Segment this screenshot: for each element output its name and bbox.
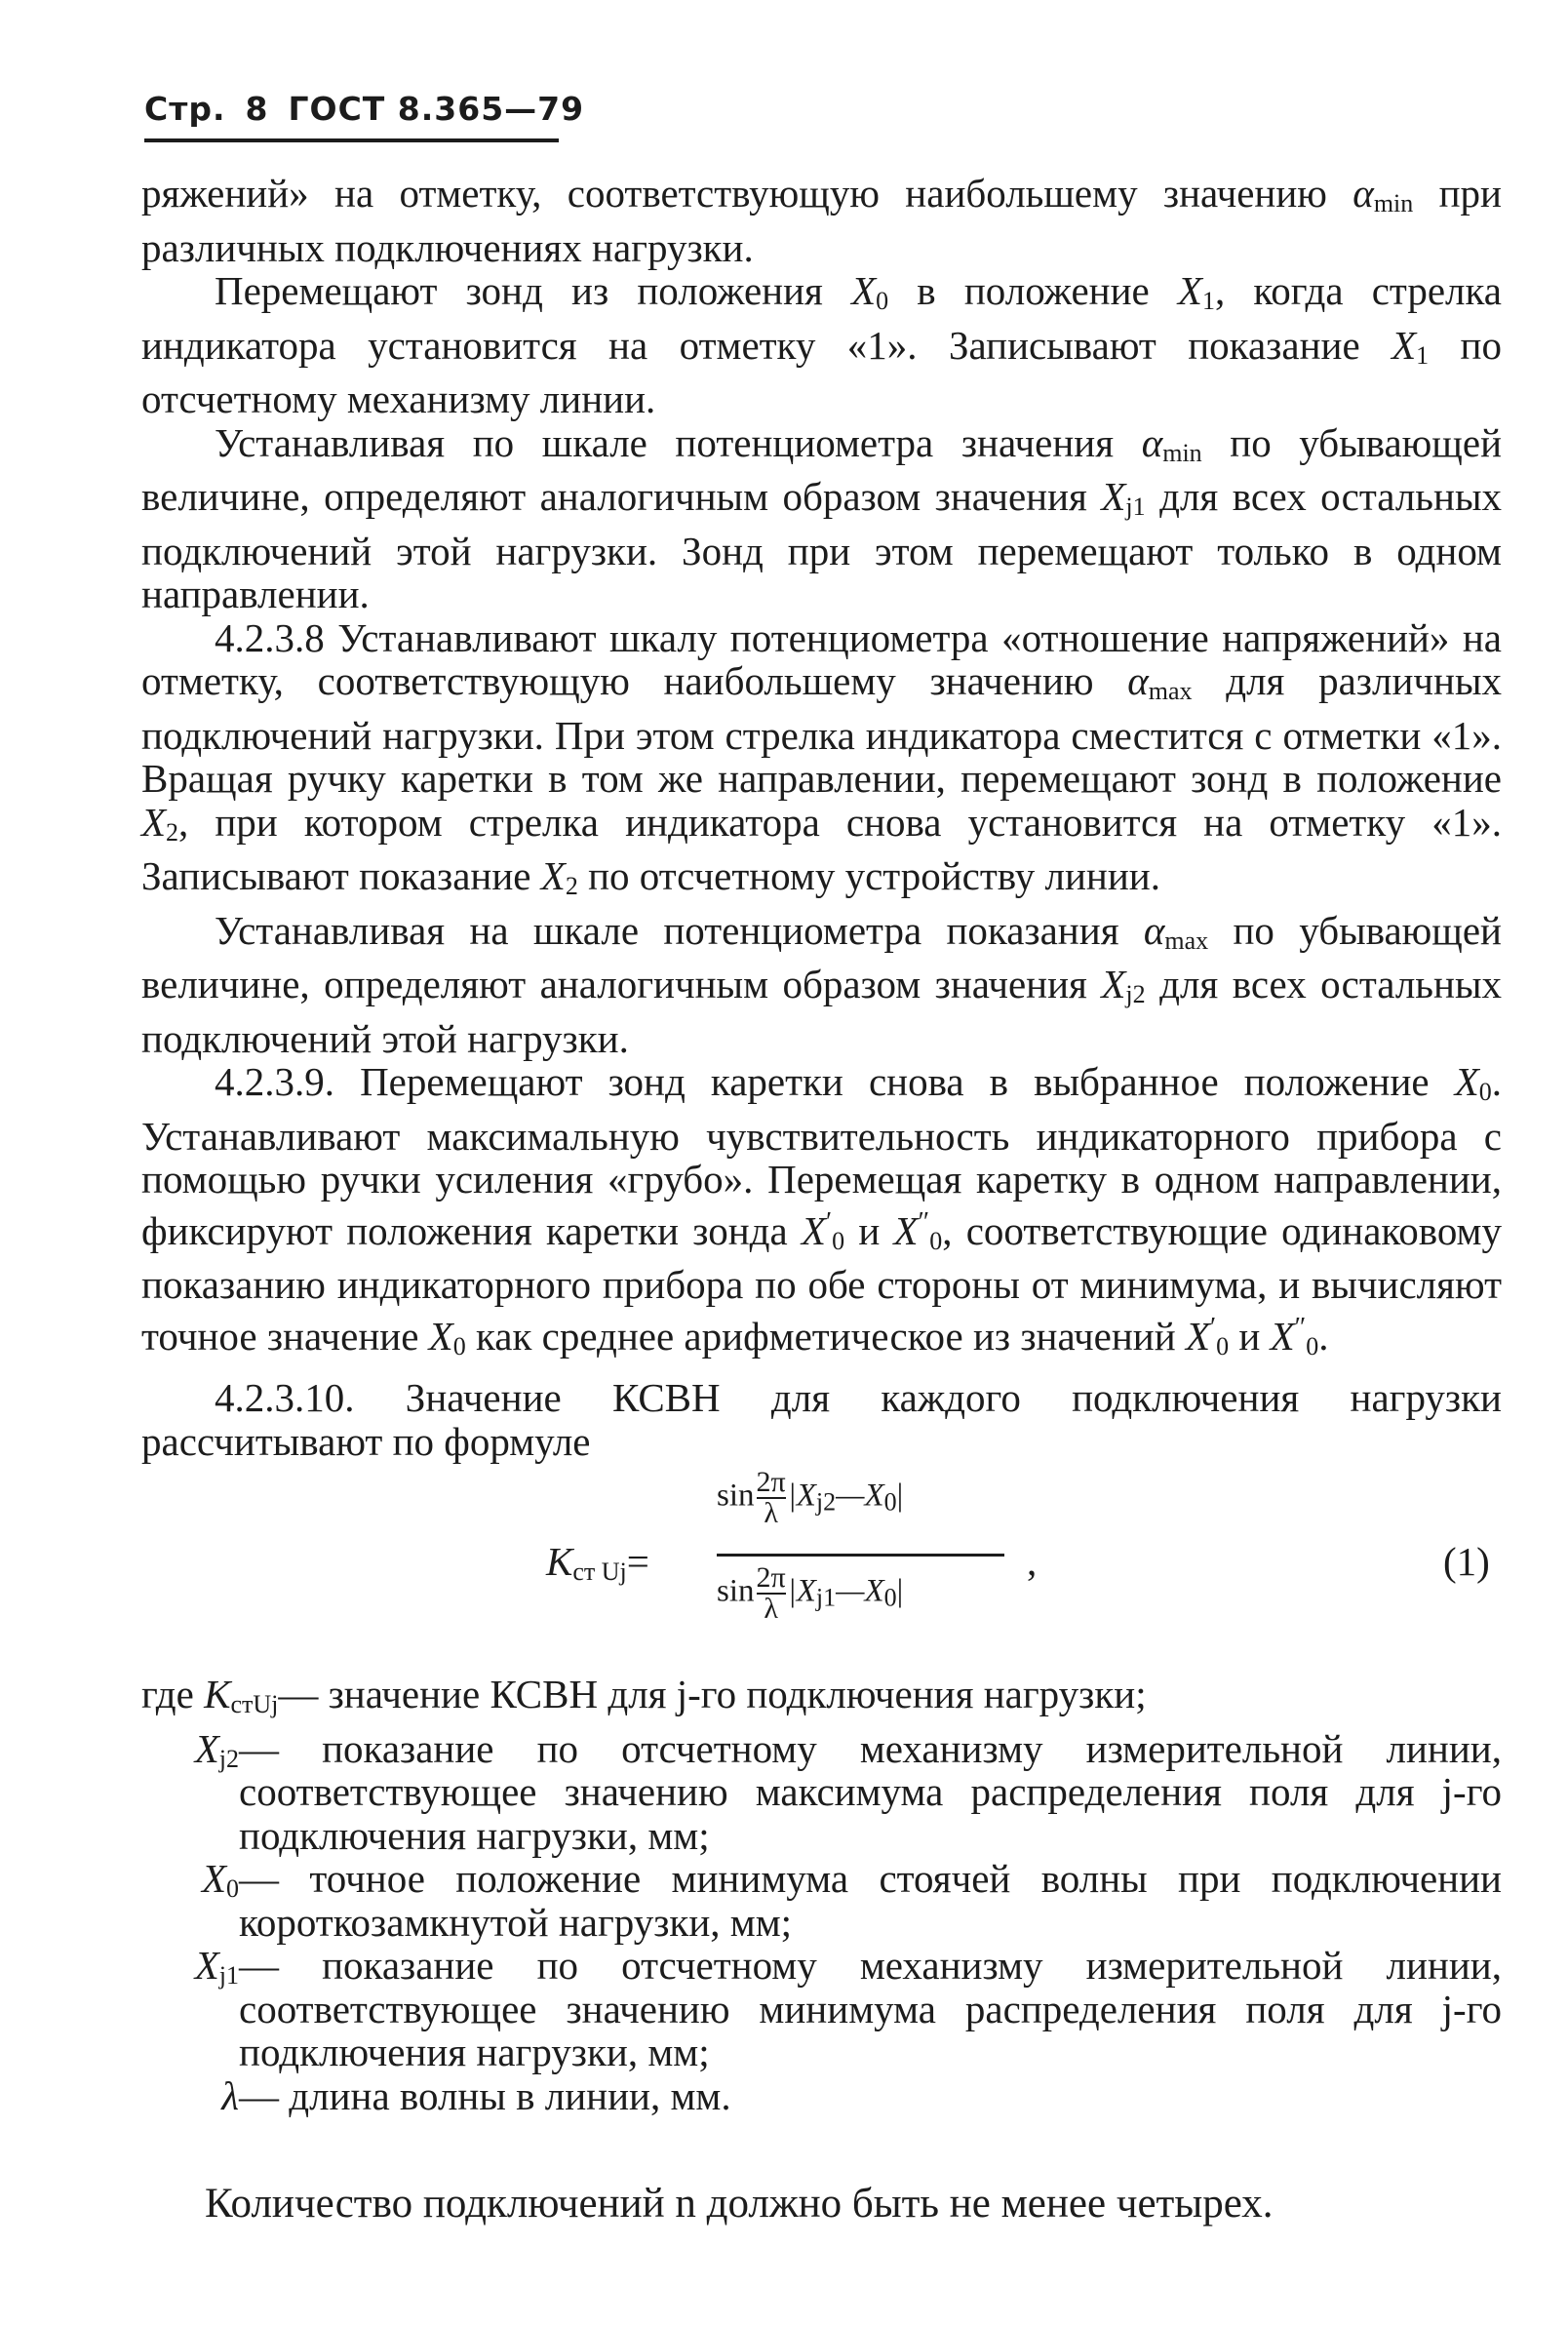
- paragraph-1: [141, 172, 1502, 269]
- x-symbol: X: [893, 1207, 919, 1253]
- x-subscript: j1: [1125, 493, 1146, 521]
- x-subscript: 0: [1216, 1331, 1230, 1360]
- term-subscript: стUj: [230, 1690, 279, 1718]
- alpha-symbol: α: [1127, 658, 1149, 703]
- alpha-subscript: min: [1162, 438, 1202, 467]
- formula-1: [546, 1468, 1502, 1653]
- x-symbol: X: [1185, 1313, 1210, 1359]
- num-tail: —X: [836, 1478, 884, 1514]
- p1-text: ряжений» на отметку, соответствующую наибольшему значению: [141, 171, 1327, 216]
- paragraph-6: [141, 1060, 1502, 1368]
- definition-desc: — длина волны в линии, мм.: [239, 2072, 731, 2118]
- definition-row: [141, 1673, 1502, 1727]
- sin-label: sin: [717, 1478, 755, 1514]
- fraction-denominator: [717, 1563, 903, 1624]
- prime-mark: ′: [825, 1206, 833, 1238]
- alpha-subscript: min: [1373, 189, 1414, 217]
- standard-code: ГОСТ 8.365—79: [288, 90, 585, 128]
- x-symbol: X: [540, 853, 566, 898]
- den-tail: —X: [836, 1573, 884, 1609]
- p6-text-e: как среднее арифметическое из значений: [465, 1313, 1186, 1359]
- x-subscript: 2: [565, 872, 578, 900]
- equals-sign: =: [626, 1539, 649, 1584]
- alpha-symbol: α: [1143, 907, 1165, 953]
- definition-term: [141, 1857, 239, 1944]
- term-symbol: λ: [221, 2072, 239, 2118]
- term-symbol: X: [194, 1943, 219, 1988]
- two-pi-over-lambda: [757, 1468, 786, 1528]
- x-subscript: 0: [1306, 1331, 1319, 1360]
- body-text: [141, 172, 1502, 1463]
- fraction-numerator: [717, 1468, 903, 1528]
- p2-text-d: по отсчетному механизму линии.: [141, 322, 1502, 421]
- x-subscript: j2: [1125, 980, 1146, 1008]
- p5-text-b: по убывающей величине, определяют аналогичным образом значения: [141, 907, 1502, 1006]
- definition-desc: — показание по отсчетному механизму измерительной линии, соответствующее значению минимума распределения поля для j-го подключения нагрузки, мм;: [239, 1943, 1502, 2074]
- p3-text-b: по убывающей величине, определяют аналогичным образом значения: [141, 419, 1503, 519]
- definition-term: [141, 1673, 278, 1727]
- formula-lhs: [546, 1538, 649, 1587]
- sin-label: sin: [717, 1573, 755, 1609]
- definition-desc: — показание по отсчетному механизму измерительной линии, соответствующее значению максимума распределения поля для j-го подключения нагрузки, мм;: [239, 1725, 1502, 1858]
- p5-text-a: Устанавливая на шкале потенциометра показания: [215, 907, 1144, 953]
- paragraph-5: [141, 909, 1502, 1061]
- p2-text-b: в положение: [888, 268, 1178, 313]
- num-sub: j2: [815, 1487, 837, 1517]
- p6-text-f: и: [1229, 1313, 1271, 1359]
- x-symbol: X: [1101, 962, 1126, 1006]
- definition-row: [141, 2074, 1502, 2118]
- p4-text-a: 4.2.3.8 Устанавливают шкалу потенциометра «отношение напряжений» на отметку, соответствующую наибольшему значению: [141, 614, 1502, 703]
- paragraph-2: [141, 269, 1502, 421]
- definition-term: [141, 1944, 239, 2074]
- num-expr: |X: [787, 1478, 816, 1514]
- definitions-list: [141, 1673, 1502, 2117]
- where-word: где: [141, 1672, 205, 1716]
- fraction-bar: [717, 1554, 1004, 1557]
- two-pi: 2π: [756, 1561, 786, 1594]
- double-prime-mark: ″: [918, 1206, 930, 1238]
- x-symbol: X: [851, 268, 877, 313]
- x-symbol: X: [141, 799, 167, 845]
- page-label: Стр.: [144, 90, 226, 128]
- paragraph-4: [141, 616, 1502, 909]
- p6-text-d: , соответствующие одинаковому показанию индикаторного прибора по обе стороны от минимума, и вычисляют точное значение: [141, 1207, 1502, 1359]
- definition-row: [141, 1944, 1502, 2074]
- definition-row: [141, 1857, 1502, 1944]
- p6-text-b: . Устанавливают максимальную чувствительность индикаторного прибора с помощью ручки усиления «грубо». Перемещая каретку в одном направлении, фиксируют положения каретки зонда: [141, 1059, 1502, 1253]
- definition-term: [141, 1727, 239, 1858]
- alpha-subscript: max: [1148, 677, 1193, 705]
- page-number: 8: [245, 90, 269, 128]
- definition-desc: — значение КСВН для j-го подключения нагрузки;: [278, 1672, 1147, 1716]
- num-end: |: [896, 1478, 904, 1514]
- term-subscript: j1: [218, 1961, 239, 1990]
- x-symbol: X: [1101, 474, 1126, 519]
- p4-text-b: для различных подключений нагрузки. При этом стрелка индикатора сместится с отметки «1». Вращая ручку каретки в том же направлении, перемещают зонд в положение: [141, 658, 1502, 801]
- p1-tail: при различных подключениях нагрузки.: [141, 171, 1502, 270]
- x-subscript: 0: [1478, 1078, 1492, 1106]
- final-sentence: Количество подключений n должно быть не менее четырех.: [205, 2181, 1274, 2227]
- den-tail-sub: 0: [883, 1583, 897, 1612]
- definition-row: [141, 1727, 1502, 1858]
- p4-text-d: по отсчетному устройству линии.: [577, 853, 1160, 898]
- alpha-symbol: α: [1352, 171, 1374, 216]
- term-subscript: 0: [226, 1874, 239, 1903]
- alpha-symbol: α: [1141, 419, 1163, 465]
- den-end: |: [896, 1573, 904, 1609]
- definition-desc: — точное положение минимума стоячей волны при подключении короткозамкнутой нагрузки, мм;: [239, 1856, 1502, 1945]
- lambda: λ: [757, 1497, 786, 1528]
- k-symbol: K: [546, 1539, 573, 1584]
- p3-text-a: Устанавливая по шкале потенциометра значения: [215, 419, 1142, 465]
- term-symbol: X: [194, 1725, 219, 1771]
- formula-comma: ,: [1027, 1539, 1038, 1584]
- k-subscript: ст Uj: [572, 1557, 627, 1586]
- x-symbol: X: [1392, 322, 1417, 368]
- p5-text-c: для всех остальных подключений этой нагрузки.: [141, 962, 1502, 1061]
- page-header: [144, 90, 604, 128]
- two-pi-over-lambda: [757, 1563, 786, 1624]
- x-subscript: 0: [832, 1226, 845, 1255]
- p2-text-a: Перемещают зонд из положения: [215, 268, 852, 313]
- paragraph-3: [141, 421, 1502, 616]
- p4-text-c: , при котором стрелка индикатора снова установится на отметку «1». Записывают показание: [141, 799, 1502, 898]
- num-tail-sub: 0: [883, 1487, 897, 1517]
- formula-number: (1): [1443, 1539, 1490, 1584]
- term-subscript: j2: [218, 1744, 239, 1773]
- prime-mark: ′: [1210, 1312, 1217, 1343]
- x-subscript: 0: [452, 1331, 466, 1360]
- double-prime-mark: ″: [1294, 1312, 1307, 1343]
- paragraph-7: 4.2.3.10. Значение КСВН для каждого подключения нагрузки рассчитывают по формуле: [141, 1375, 1502, 1464]
- x-symbol: X: [1177, 268, 1202, 313]
- p6-text-g: .: [1318, 1313, 1329, 1359]
- x-subscript: 2: [166, 817, 179, 847]
- p2-text-c: , когда стрелка индикатора установится на отметку «1». Записывают показание: [141, 268, 1502, 368]
- den-expr: |X: [787, 1573, 816, 1609]
- den-sub: j1: [815, 1583, 837, 1612]
- x-symbol: X: [428, 1313, 453, 1359]
- term-symbol: X: [201, 1856, 226, 1901]
- p6-text-a: 4.2.3.9. Перемещают зонд каретки снова в выбранное положение: [215, 1059, 1455, 1104]
- alpha-subscript: max: [1164, 926, 1209, 955]
- definition-term: [141, 2074, 239, 2118]
- x-subscript: 1: [1201, 287, 1215, 315]
- x-symbol: X: [1454, 1059, 1479, 1104]
- x-subscript: 0: [929, 1226, 943, 1255]
- lambda: λ: [757, 1593, 786, 1624]
- x-subscript: 0: [876, 287, 889, 315]
- x-symbol: X: [801, 1207, 826, 1253]
- two-pi: 2π: [756, 1466, 786, 1498]
- p6-text-c: и: [844, 1207, 894, 1253]
- p3-text-c: для всех остальных подключений этой нагрузки. Зонд при этом перемещают только в одном направлении.: [141, 474, 1502, 616]
- x-subscript: 1: [1416, 340, 1430, 370]
- header-rule: [144, 138, 559, 142]
- x-symbol: X: [1270, 1313, 1295, 1359]
- term-symbol: K: [204, 1672, 231, 1716]
